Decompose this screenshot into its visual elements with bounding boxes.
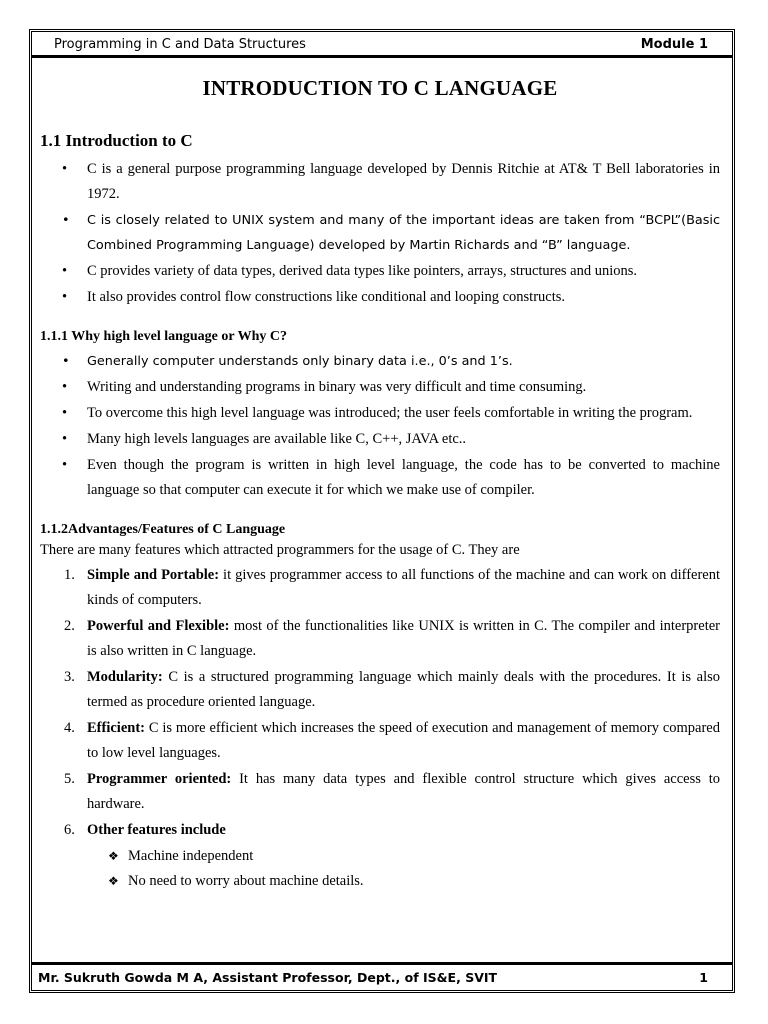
page-header <box>32 32 732 58</box>
list-item: • Many high levels languages are available like C, C++, JAVA etc.. <box>40 427 720 452</box>
section-1-1-list <box>40 157 720 310</box>
section-1-1-2-intro: There are many features which attracted programmers for the usage of C. They are <box>40 542 520 558</box>
list-item: • Even though the program is written in high level language, the code has to be converted to machine language so that computer can execute it for which we make use of compiler. <box>40 453 720 503</box>
list-item: • C is a general purpose programming language developed by Dennis Ritchie at AT& T Bell laboratories in 1972. <box>40 157 720 207</box>
list-item: • To overcome this high level language was introduced; the user feels comfortable in writing the program. <box>40 401 720 426</box>
list-item: 1. Simple and Portable: it gives programmer access to all functions of the machine and can work on different kinds of computers. <box>64 567 721 608</box>
page-number: 1 <box>699 970 708 985</box>
header-module: Module 1 <box>640 37 708 52</box>
page-content <box>40 72 720 894</box>
list-item: 2. Powerful and Flexible: most of the functionalities like UNIX is written in C. The compiler and interpreter is also written in C language. <box>64 618 720 659</box>
list-item: • It also provides control flow constructions like conditional and looping constructs. <box>40 285 720 310</box>
list-item: 4. Efficient: C is more efficient which increases the speed of execution and management of memory compared to low level languages. <box>64 720 720 761</box>
section-1-1-heading: 1.1 Introduction to C <box>40 131 193 150</box>
list-item: ❖ No need to worry about machine details. <box>40 869 720 894</box>
section-1-1-1-heading: 1.1.1 Why high level language or Why C? <box>40 329 287 344</box>
list-item: 3. Modularity: C is a structured programming language which mainly deals with the procedures. It is also termed as procedure oriented language. <box>64 669 720 710</box>
header-course: Programming in C and Data Structures <box>54 37 306 52</box>
footer-author: Mr. Sukruth Gowda M A, Assistant Professor, Dept., of IS&E, SVIT <box>38 970 498 985</box>
list-item: 6. Other features include <box>64 822 226 838</box>
list-item: • Writing and understanding programs in binary was very difficult and time consuming. <box>40 375 720 400</box>
list-item: 5. Programmer oriented: It has many data types and flexible control structure which gives access to hardware. <box>64 771 721 812</box>
section-1-1-1-list <box>40 349 720 503</box>
list-item: • Generally computer understands only binary data i.e., 0’s and 1’s. <box>40 349 720 374</box>
page-title: INTRODUCTION TO C LANGUAGE <box>202 76 558 100</box>
list-item: • C provides variety of data types, derived data types like pointers, arrays, structures and unions. <box>40 259 720 284</box>
features-list <box>40 563 720 843</box>
page-footer <box>32 962 732 990</box>
other-features-list <box>40 844 720 894</box>
list-item: • C is closely related to UNIX system and many of the important ideas are taken from “BCPL”(Basic Combined Programming Language) developed by Martin Richards and “B” language. <box>40 208 720 258</box>
section-1-1-2-heading: 1.1.2Advantages/Features of C Language <box>40 522 286 537</box>
list-item: ❖ Machine independent <box>40 844 720 869</box>
